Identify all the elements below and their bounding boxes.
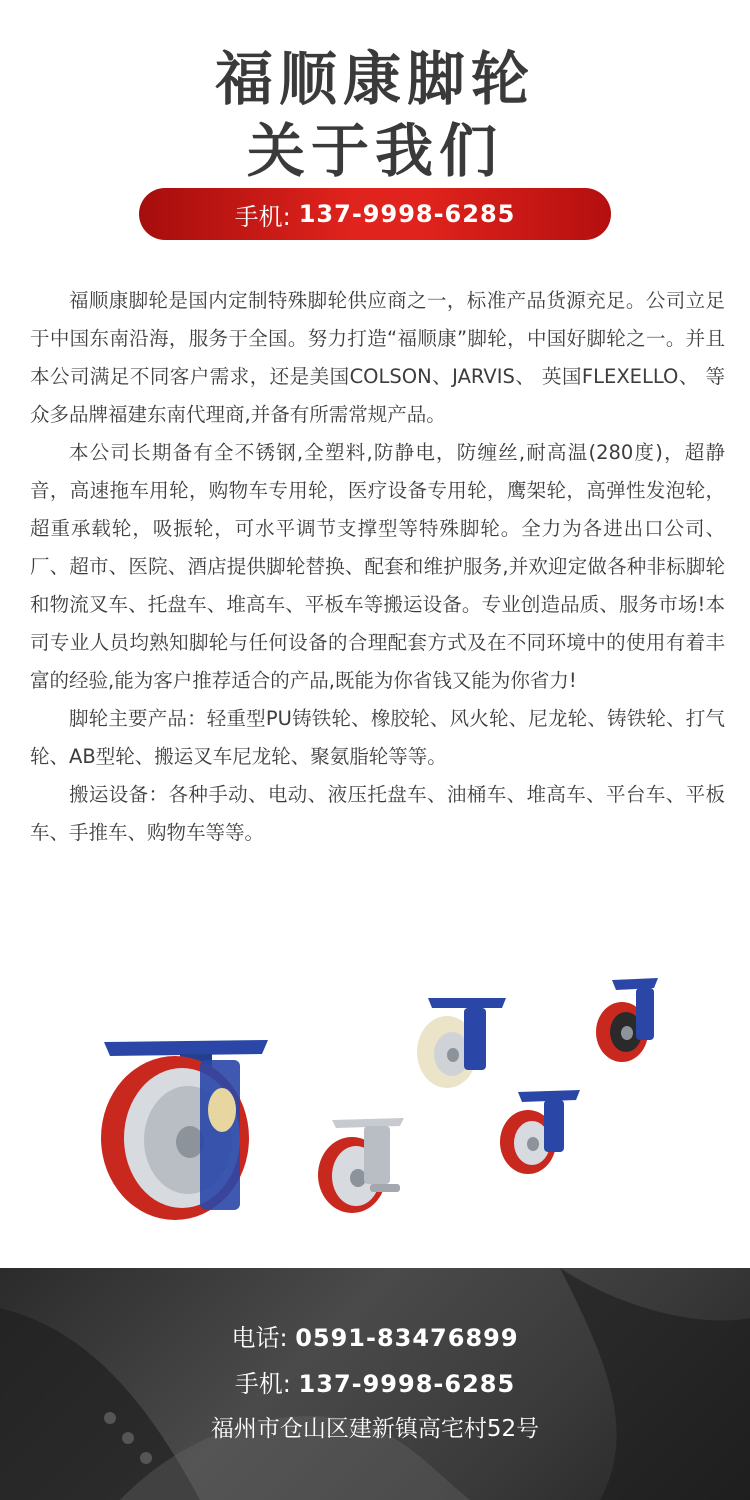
large-red-caster-image [101,1040,268,1220]
about-section [30,282,725,852]
telephone-line [0,1318,750,1353]
about-paragraph: 福顺康脚轮是国内定制特殊脚轮供应商之一，标准产品货源充足。公司立足于中国东南沿海，服务于全国。努力打造“福顺康”脚轮，中国好脚轮之一。并且本公司满足不同客户需求，还是美国COLSON、JARVIS、 英国FLEXELLO、 等众多品牌福建东南代理商,并备有所需常规产品。 [30,289,725,426]
mobile-line [0,1364,750,1399]
swivel-red-caster-image [596,978,658,1062]
about-paragraph: 脚轮主要产品：轻重型PU铸铁轮、橡胶轮、风火轮、尼龙轮、铸铁轮、打气轮、AB型轮、搬运叉车尼龙轮、聚氨脂轮等等。 [30,707,725,768]
tel-number[interactable]: 0591-83476899 [295,1324,519,1352]
about-paragraph: 本公司长期备有全不锈钢,全塑料,防静电，防缠丝,耐高温(280度)，超静音，高速拖车用轮，购物车专用轮，医疗设备专用轮，鹰架轮，高弹性发泡轮，超重承载轮，吸振轮，可水平调节支撑型等特殊脚轮。全力为各进出口公司、厂、超市、医院、酒店提供脚轮替换、配套和维护服务,并欢迎定做各种非标脚轮和物流叉车、托盘车、堆高车、平板车等搬运设备。专业创造品质、服务市场!本司专业人员均熟知脚轮与任何设备的合理配套方式及在不同环境中的使用有着丰富的经验,能为客户推荐适合的产品,既能为你省钱又能为你省力! [30,441,725,692]
caster-images [0,960,750,1250]
phone-label: 手机: [234,202,291,231]
address-line: 福州市仓山区建新镇高宅村52号 [210,1416,540,1442]
product-gallery [0,960,750,1250]
mobile-label: 手机: [234,1370,291,1398]
rigid-red-caster-image [500,1090,580,1174]
page-title: 福顺康脚轮 [214,45,535,113]
phone-number[interactable]: 137-9998-6285 [298,200,516,228]
phone-banner[interactable] [139,188,611,240]
about-paragraph: 搬运设备：各种手动、电动、液压托盘车、油桶车、堆高车、平台车、平板车、手推车、购物车等等。 [30,783,725,844]
nylon-caster-image [417,998,506,1088]
contact-footer [0,1268,750,1500]
page-subtitle: 关于我们 [246,117,503,185]
tel-label: 电话: [231,1324,288,1352]
brake-caster-image [318,1118,404,1213]
mobile-number[interactable]: 137-9998-6285 [298,1370,516,1398]
